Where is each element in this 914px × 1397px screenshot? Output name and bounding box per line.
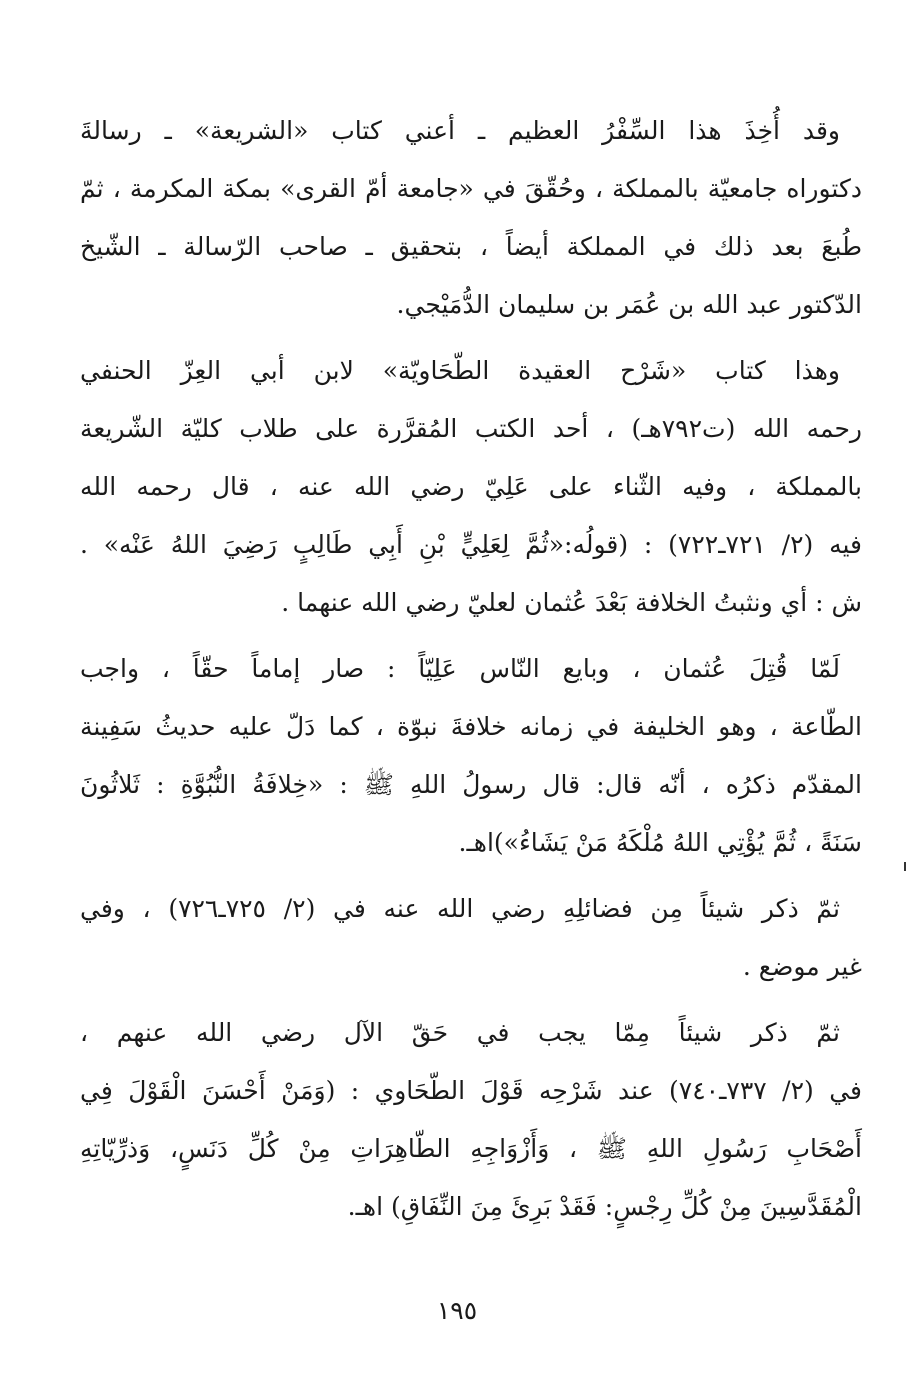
text-line: وهذا كتاب «شَرْح العقيدة الطّحَاويّة» لابن أبي العِزّ الحنفي: [80, 356, 840, 385]
paragraph-gap: [80, 334, 862, 342]
text-line: غير موضع .: [742, 952, 862, 981]
paragraph-gap: [80, 872, 862, 880]
text-line: الدّكتور عبد الله بن عُمَر بن سليمان الدُّمَيْجي.: [396, 290, 862, 319]
text-line: أَصْحَابِ رَسُولِ اللهِ ﷺ ، وَأَزْوَاجِهِ الطّاهِرَاتِ مِنْ كُلِّ دَنَسٍ، وَذرِّيّاتِهِ: [80, 1134, 862, 1163]
scan-edge-mark: [904, 862, 906, 871]
text-line: ثمّ ذكر شيئاً مِمّا يجب في حَقّ الآل رضي الله عنهم ،: [80, 1018, 840, 1047]
text-line: طُبعَ بعد ذلك في المملكة أيضاً ، بتحقيق ـ صاحب الرّسالة ـ الشّيخ: [80, 232, 862, 261]
text-line: المقدّم ذكرُه ، أنّه قال: قال رسولُ اللهِ ﷺ : «خِلافَةُ النُّبُوَّةِ : ثَلاثُونَ: [80, 770, 862, 799]
text-line: سَنَةً ، ثُمَّ يُؤْتِي اللهُ مُلْكَهُ مَنْ يَشَاءُ»)اهـ.: [458, 828, 862, 857]
body-text: [80, 102, 862, 1236]
text-line: دكتوراه جامعيّة بالمملكة ، وحُقّقَ في «جامعة أمّ القرى» بمكة المكرمة ، ثمّ: [80, 174, 862, 203]
text-line: وقد أُخِذَ هذا السِّفْرُ العظيم ـ أعني كتاب «الشريعة» ـ رسالةَ: [80, 116, 840, 145]
text-line: ش : أي ونثبتُ الخلافة بَعْدَ عُثمان لعليّ رضي الله عنهما .: [281, 588, 862, 617]
paragraph-gap: [80, 632, 862, 640]
text-line: لَمّا قُتِلَ عُثمان ، وبايع النّاس عَلِيّاً : صار إماماً حقّاً ، واجب: [80, 654, 840, 683]
text-line: رحمه الله (ت٧٩٢هـ) ، أحد الكتب المُقرَّرة على طلاب كليّة الشّريعة: [80, 414, 862, 443]
text-line: في (٢/ ٧٣٧ـ٧٤٠) عند شَرْحِه قَوْلَ الطّحَاوي : (وَمَنْ أَحْسَنَ الْقَوْلَ فِي: [80, 1076, 862, 1105]
text-line: الطّاعة ، وهو الخليفة في زمانه خلافةَ نبوّة ، كما دَلّ عليه حديثُ سَفِينة: [80, 712, 862, 741]
text-line: ثمّ ذكر شيئاً مِن فضائلِهِ رضي الله عنه في (٢/ ٧٢٥ـ٧٢٦) ، وفي: [80, 894, 840, 923]
text-line: فيه (٢/ ٧٢١ـ٧٢٢) : (قولُه:«ثُمَّ لِعَلِيٍّ بْنِ أَبِي طَالِبٍ رَضِيَ اللهُ عَنْه» .: [80, 530, 862, 559]
text-line: الْمُقَدَّسِينَ مِنْ كُلِّ رِجْسٍ: فَقَدْ بَرِئَ مِنَ النِّفَاقِ) اهـ.: [347, 1192, 862, 1221]
page-number: ١٩٥: [436, 1296, 478, 1325]
text-line: بالمملكة ، وفيه الثّناء على عَلِيّ رضي الله عنه ، قال رحمه الله: [80, 472, 862, 501]
paragraph-gap: [80, 996, 862, 1004]
